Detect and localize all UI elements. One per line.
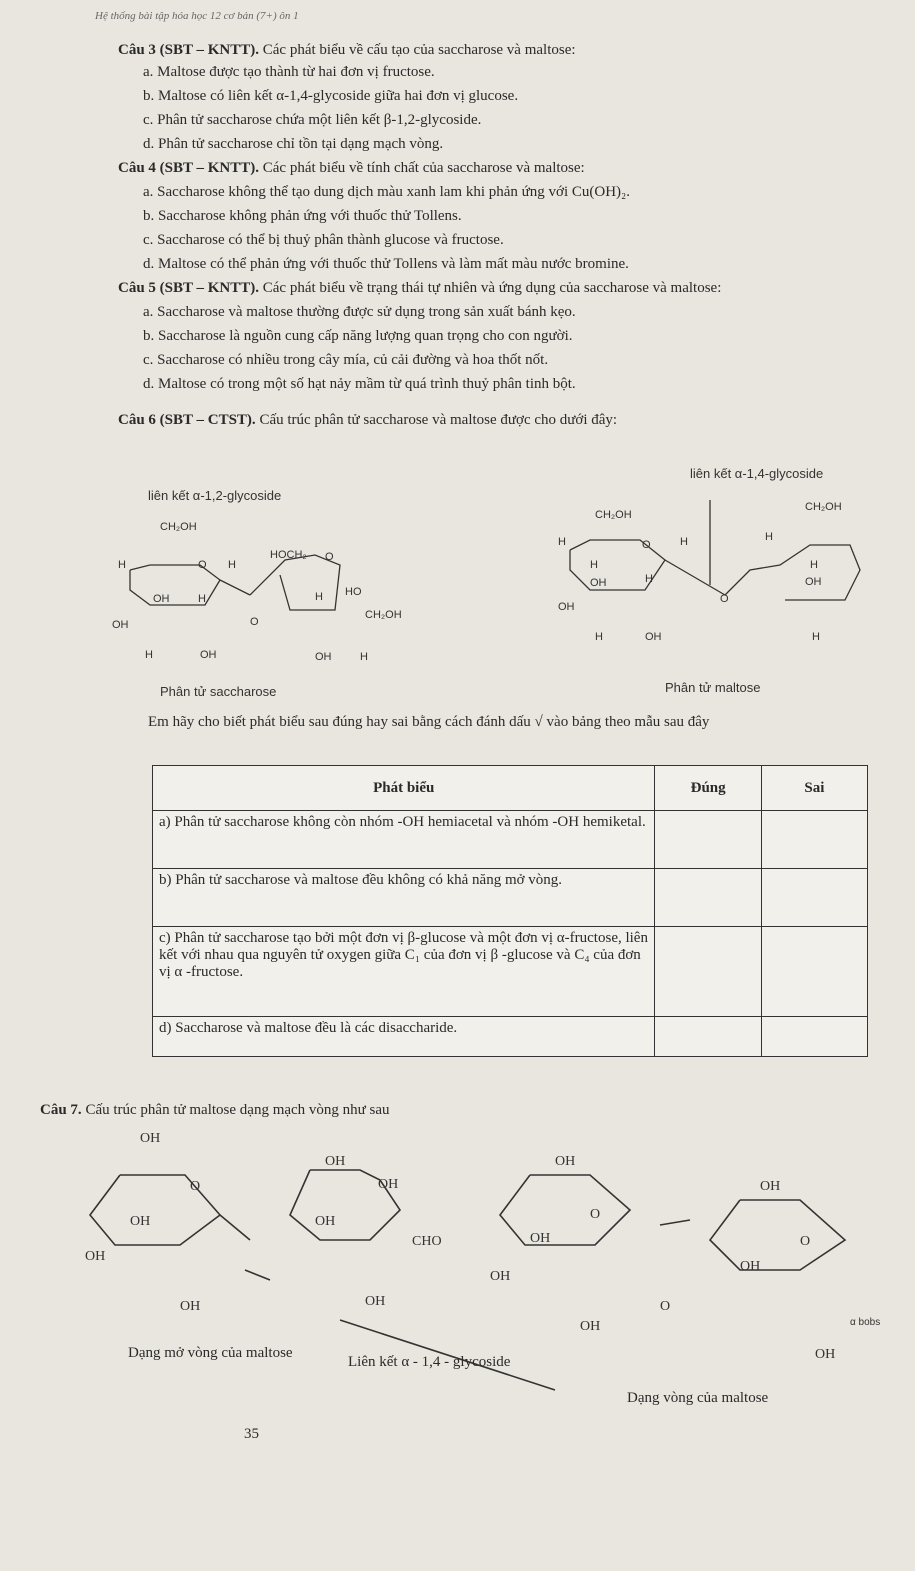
check-true-d[interactable] <box>655 1017 761 1057</box>
page-number: 35 <box>244 1426 259 1442</box>
maltose-caption: Phân tử maltose <box>665 680 761 695</box>
question-5-text: Các phát biểu về trạng thái tự nhiên và ứng dụng của saccharose và maltose: <box>259 280 722 296</box>
q7-oh-9: OH <box>555 1154 576 1169</box>
question-6-instruction: Em hãy cho biết phát biểu sau đúng hay sai bằng cách đánh dấu √ vào bảng theo mẫu sau đây <box>148 714 710 730</box>
maltose-oh-3: OH <box>645 631 662 643</box>
check-true-c[interactable] <box>655 927 761 1017</box>
saccharose-o-1: O <box>198 559 207 571</box>
saccharose-h-3: H <box>198 593 206 605</box>
saccharose-ch2oh-1: CH₂OH <box>160 521 197 533</box>
saccharose-h-6: H <box>360 651 368 663</box>
statement-a: a) Phân tử saccharose không còn nhóm -OH hemiacetal và nhóm -OH hemiketal. <box>153 811 655 869</box>
q7-o-1: O <box>190 1179 201 1194</box>
q7-o-2: O <box>590 1207 601 1222</box>
question-7-stem <box>40 1100 390 1120</box>
statement-c: c) Phân tử saccharose tạo bởi một đơn vị β-glucose và một đơn vị α-fructose, liên kết với nhau qua nguyên tử oxygen giữa C₁ của đơn vị β -glucose và C₄ của đơn vị α -fructose. <box>153 927 655 1017</box>
saccharose-oh-4: OH <box>315 651 332 663</box>
q7-oh-6: OH <box>378 1177 399 1192</box>
question-5-option-a: a. Saccharose và maltose thường được sử dụng trong sản xuất bánh kẹo. <box>143 304 576 320</box>
question-7-text: Cấu trúc phân tử maltose dạng mạch vòng như sau <box>81 1102 390 1118</box>
saccharose-h-4: H <box>145 649 153 661</box>
question-5-title: Câu 5 (SBT – KNTT). <box>118 280 260 296</box>
question-3-stem <box>118 40 576 60</box>
question-3-option-a: a. Maltose được tạo thành từ hai đơn vị fructose. <box>143 64 435 80</box>
saccharose-o-bridge: O <box>250 616 259 628</box>
saccharose-o-2: O <box>325 551 334 563</box>
saccharose-bond-label: liên kết α-1,2-glycoside <box>148 488 282 503</box>
q7-oh-1: OH <box>140 1131 161 1146</box>
question-6-stem <box>118 410 617 430</box>
header-note: Hệ thống bài tập hóa học 12 cơ bản (7+) ôn 1 <box>95 10 299 22</box>
maltose-oh-4: OH <box>805 576 822 588</box>
statement-b: b) Phân tử saccharose và maltose đều không có khả năng mở vòng. <box>153 869 655 927</box>
saccharose-ho: HO <box>345 586 362 598</box>
saccharose-oh-2: OH <box>112 619 129 631</box>
maltose-h-2: H <box>680 536 688 548</box>
question-5-option-d: d. Maltose có trong một số hạt nảy mầm từ quá trình thuỷ phân tinh bột. <box>143 376 576 392</box>
question-4-option-d: d. Maltose có thể phản ứng với thuốc thử Tollens và làm mất màu nước bromine. <box>143 256 629 272</box>
check-true-a[interactable] <box>655 811 761 869</box>
check-false-d[interactable] <box>761 1017 867 1057</box>
q7-cho: CHO <box>412 1234 442 1249</box>
maltose-h-7: H <box>810 559 818 571</box>
q7-oh-15: OH <box>815 1347 836 1362</box>
saccharose-oh-1: OH <box>153 593 170 605</box>
saccharose-oh-3: OH <box>200 649 217 661</box>
statement-d: d) Saccharose và maltose đều là các disaccharide. <box>153 1017 655 1057</box>
q7-oh-4: OH <box>180 1299 201 1314</box>
q7-oh-5: OH <box>325 1154 346 1169</box>
q7-oh-2: OH <box>130 1214 151 1229</box>
ring-form-caption: Dạng vòng của maltose <box>627 1390 769 1406</box>
question-5-option-c: c. Saccharose có nhiều trong cây mía, củ cải đường và hoa thốt nốt. <box>143 352 549 368</box>
maltose-oh-1: OH <box>590 577 607 589</box>
question-5-stem <box>118 278 721 298</box>
maltose-structure <box>550 490 880 660</box>
maltose-oh-2: OH <box>558 601 575 613</box>
maltose-h-3: H <box>590 559 598 571</box>
maltose-h-5: H <box>595 631 603 643</box>
question-4-option-a: a. Saccharose không thể tạo dung dịch màu xanh lam khi phản ứng với Cu(OH)₂. <box>143 184 631 200</box>
table-row <box>153 1017 868 1057</box>
question-3-option-b: b. Maltose có liên kết α-1,4-glycoside giữa hai đơn vị glucose. <box>143 88 519 104</box>
maltose-bond-label: liên kết α-1,4-glycoside <box>690 466 824 481</box>
check-false-a[interactable] <box>761 811 867 869</box>
question-4-title: Câu 4 (SBT – KNTT). <box>118 160 260 176</box>
maltose-h-6: H <box>765 531 773 543</box>
maltose-h-4: H <box>645 573 653 585</box>
maltose-h-1: H <box>558 536 566 548</box>
saccharose-ch2oh-2: CH₂OH <box>365 609 402 621</box>
saccharose-caption: Phân tử saccharose <box>160 684 277 699</box>
saccharose-h-2: H <box>228 559 236 571</box>
header-true: Đúng <box>655 766 761 811</box>
header-false: Sai <box>761 766 867 811</box>
q7-oh-11: OH <box>490 1269 511 1284</box>
table-row <box>153 811 868 869</box>
question-3-option-d: d. Phân tử saccharose chỉ tồn tại dạng mạch vòng. <box>143 136 444 152</box>
saccharose-hoch2: HOCH₂ <box>270 549 307 561</box>
true-false-table <box>152 765 868 1057</box>
saccharose-h-5: H <box>315 591 323 603</box>
check-false-c[interactable] <box>761 927 867 1017</box>
table-row <box>153 869 868 927</box>
q7-oh-3: OH <box>85 1249 106 1264</box>
saccharose-h-1: H <box>118 559 126 571</box>
maltose-ch2oh-2: CH₂OH <box>805 501 842 513</box>
check-false-b[interactable] <box>761 869 867 927</box>
header-statement: Phát biểu <box>153 766 655 811</box>
table-header-row <box>153 766 868 811</box>
question-6-title: Câu 6 (SBT – CTST). <box>118 412 256 428</box>
table-row <box>153 927 868 1017</box>
question-5-option-b: b. Saccharose là nguồn cung cấp năng lượng quan trọng cho con người. <box>143 328 573 344</box>
question-3-text: Các phát biểu về cấu tạo của saccharose và maltose: <box>259 42 576 58</box>
question-4-text: Các phát biểu về tính chất của saccharose và maltose: <box>259 160 585 176</box>
maltose-o-1: O <box>642 539 651 551</box>
q7-oh-7: OH <box>315 1214 336 1229</box>
question-7-title: Câu 7. <box>40 1102 82 1118</box>
q7-oh-8: OH <box>365 1294 386 1309</box>
saccharose-structure <box>110 510 410 670</box>
question-3-title: Câu 3 (SBT – KNTT). <box>118 42 260 58</box>
q7-oh-12: OH <box>580 1319 601 1334</box>
maltose-ch2oh-1: CH₂OH <box>595 509 632 521</box>
q7-o-bridge: O <box>660 1299 671 1314</box>
q7-oh-13: OH <box>760 1179 781 1194</box>
question-6-text: Cấu trúc phân tử saccharose và maltose được cho dưới đây: <box>255 412 618 428</box>
q7-alpha-label: α bobs <box>850 1317 881 1328</box>
question-3-option-c: c. Phân tử saccharose chứa một liên kết β-1,2-glycoside. <box>143 112 482 128</box>
q7-o-3: O <box>800 1234 811 1249</box>
question-4-option-c: c. Saccharose có thể bị thuỷ phân thành glucose và fructose. <box>143 232 504 248</box>
q7-oh-14: OH <box>740 1259 761 1274</box>
question-4-option-b: b. Saccharose không phản ứng với thuốc thử Tollens. <box>143 208 462 224</box>
glycoside-caption: Liên kết α - 1,4 - glycoside <box>348 1354 511 1370</box>
question-4-stem <box>118 158 585 178</box>
check-true-b[interactable] <box>655 869 761 927</box>
open-form-caption: Dạng mở vòng của maltose <box>128 1345 293 1361</box>
q7-oh-10: OH <box>530 1231 551 1246</box>
maltose-h-8: H <box>812 631 820 643</box>
maltose-o-bridge: O <box>720 593 729 605</box>
